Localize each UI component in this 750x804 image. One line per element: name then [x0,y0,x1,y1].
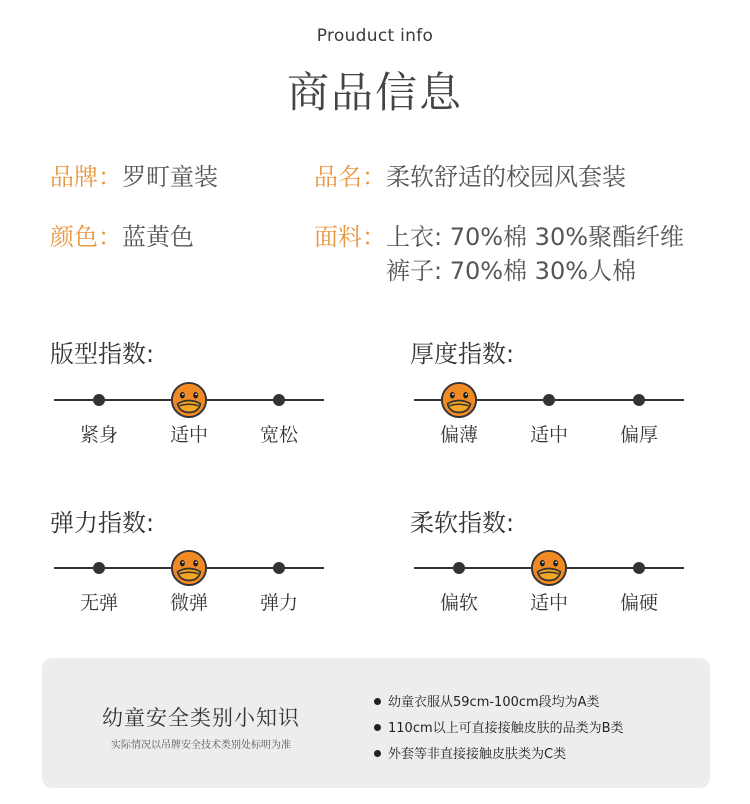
color-row [50,220,194,254]
brand-label: 品牌： [50,163,122,191]
duck-marker-icon [170,381,208,419]
safety-tips-list [374,690,624,768]
name-label: 品名： [314,163,386,191]
scale-option-label: 无弹 [79,592,118,614]
fit-index-title: 版型指数: [50,340,155,368]
color-value: 蓝黄色 [122,223,194,251]
scale-option-label: 微弹 [169,592,208,614]
softness-index-scale [414,552,684,622]
list-item: 外套等非直接接触皮肤类为C类 [374,742,624,768]
page-title: 商品信息 [286,68,463,117]
scale-option-label: 弹力 [259,592,298,614]
scale-option-label: 适中 [529,424,568,446]
list-item: 110cm以上可直接接触皮肤的品类为B类 [374,716,624,742]
scale-option-label: 偏软 [439,592,478,614]
elasticity-index-title: 弹力指数: [50,509,155,537]
thickness-index-title: 厚度指数: [410,340,515,368]
fabric-label: 面料： [314,223,386,251]
duck-marker-icon [170,549,208,587]
scale-dot [93,562,105,574]
brand-value: 罗町童装 [122,163,218,191]
scale-dot [633,562,645,574]
duck-marker-icon [440,381,478,419]
fabric-row [314,220,684,288]
duck-marker-icon [530,549,568,587]
fabric-pants: 裤子: 70%棉 30%人棉 [386,257,637,285]
brand-row [50,160,218,194]
scale-option-label: 偏厚 [619,424,658,446]
bullet-icon [374,698,381,705]
scale-option-label: 偏硬 [619,592,658,614]
scale-option-label: 适中 [529,592,568,614]
scale-dot [93,394,105,406]
fabric-top: 上衣: 70%棉 30%聚酯纤维 [386,223,685,251]
scale-option-label: 适中 [169,424,208,446]
scale-dot [543,394,555,406]
thickness-index-scale [414,384,684,454]
scale-option-label: 紧身 [79,424,118,446]
list-item: 幼童衣服从59cm-100cm段均为A类 [374,690,624,716]
scale-option-label: 偏薄 [439,424,478,446]
scale-dot [273,394,285,406]
scale-dot [453,562,465,574]
fit-index-scale [54,384,324,454]
elasticity-index-scale [54,552,324,622]
subtitle: Prouduct info [316,26,434,46]
bullet-icon [374,750,381,757]
scale-option-label: 宽松 [259,424,298,446]
softness-index-title: 柔软指数: [410,509,515,537]
scale-dot [633,394,645,406]
color-label: 颜色： [50,223,122,251]
safety-tips-subtitle: 实际情况以吊牌安全技术类别处标明为准 [111,740,291,751]
name-value: 柔软舒适的校园风套装 [386,163,626,191]
scale-dot [273,562,285,574]
name-row [314,160,626,194]
safety-tips-panel [42,658,710,788]
safety-tips-title: 幼童安全类别小知识 [102,706,300,730]
bullet-icon [374,724,381,731]
